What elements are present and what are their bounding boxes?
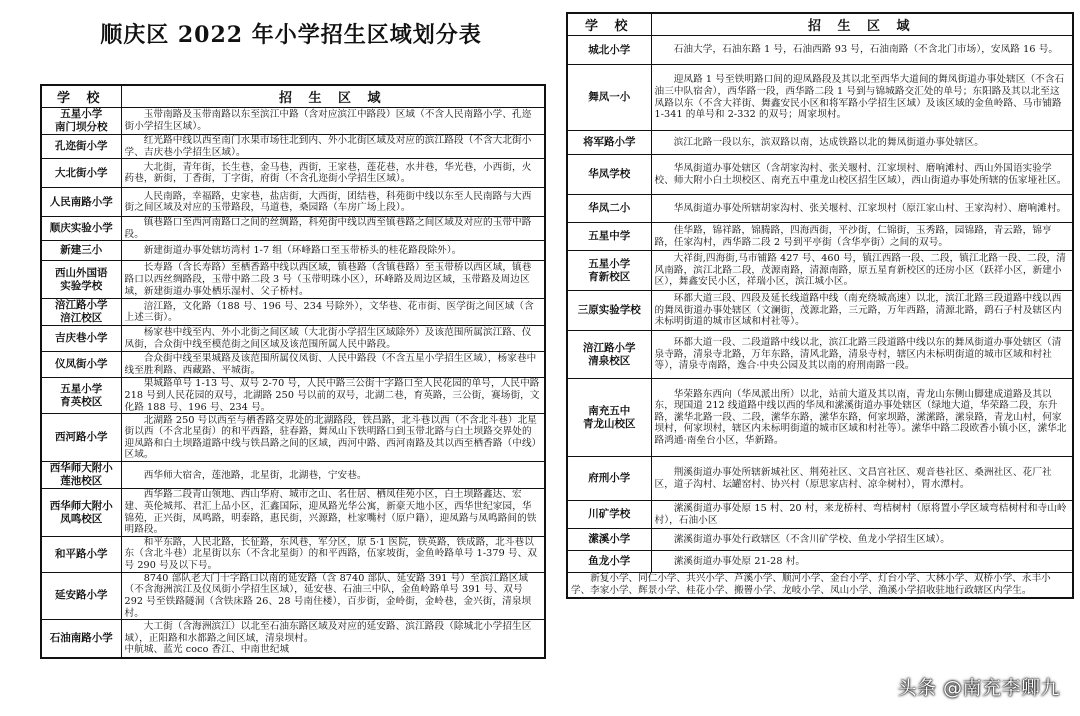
table-row [41,572,545,619]
table-row [567,195,1073,223]
school-name: 府刑小学 [567,457,651,501]
school-name: 五星小学 育英校区 [41,378,121,414]
school-name: 城北小学 [567,36,651,65]
enrollment-area: 新建街道办事处辖坊湾村 1-7 组（环峰路口至玉带桥头的桂花路段除外）。 [121,241,545,261]
right-table-body [567,36,1073,573]
enrollment-area: 大北街，青年街，长生巷，金马巷，西街，王家巷，莲花巷，水井巷，华光巷，小西街，火药巷，新街，丁香街，丁字街，府街（不含孔迩街小学招生区域）。 [121,159,545,188]
table-row [567,155,1073,195]
table-row [41,217,545,241]
header-area: 招 生 区 域 [651,13,1073,36]
table-row [567,65,1073,131]
school-name: 华凤学校 [567,155,651,195]
table-row [41,620,545,658]
table-row [567,551,1073,573]
footer-note: 新复小学、同仁小学、共兴小学、芦溪小学、顺河小学、金台小学、灯台小学、大林小学、双桥小学、永丰小学、李家小学、辉景小学、桂花小学、搬罾小学、龙岐小学、凤山小学、渔溪小学招收驻地行政辖区内学生。 [567,573,1073,598]
school-name: 将军路小学 [567,131,651,155]
enrollment-area: 佳华路，锦祥路，锦腾路，四海西街，平沙街，仁锦街，玉秀路，园锦路，青云路，锦亨路，任家沟村，西华路二段 2 号到平亭街（含华亭街）之间的双号。 [651,223,1073,251]
enrollment-area: 镇巷路口至西河南路口之间的丝绸路，科苑街中线以西至镇巷路之间区域及对应的玉带中路段。 [121,217,545,241]
school-name: 吉庆巷小学 [41,326,121,352]
school-name: 和平路小学 [41,536,121,572]
table-row [567,331,1073,379]
enrollment-area: 环都大道三段、四段及延长线道路中线（南充绕城高速）以北，滨江北路三段道路中线以西的舞凤街道办事处辖区（文澜街，茂源北路，三元路，万年西路，清源北路，鹞石子村及辖区内未标明街道的城市区域和村社等）。 [651,291,1073,331]
school-name: 五星小学 南门坝分校 [41,108,121,135]
enrollment-area: 涪江路，文化路（188 号、196 号、234 号除外），文华巷、花市街、医学街之间区域（含上述三街）。 [121,299,545,326]
table-header-row [567,13,1073,36]
school-name: 舞凤一小 [567,65,651,131]
school-name: 川矿学校 [567,501,651,529]
enrollment-area: 华凤街道办事处辖区（含胡家沟村、张关堰村、江家坝村、磨响滩村、西山外国语实验学校、师大附小白土坝校区、南充五中重龙山校区招生区域），西山街道办事处所辖的伍家垭社区。 [651,155,1073,195]
enrollment-area: 石油大学，石油东路 1 号，石油西路 93 号，石油南路（不含北门市场），安凤路 16 号。 [651,36,1073,65]
school-name: 仪凤街小学 [41,352,121,378]
enrollment-area: 大祥街,四海街,马市铺路 427 号、460 号，镇江西路一段、二段，镇江北路一段、二段，清风南路，滨江北路二段，茂源南路，清源南路，原五星育新校区的还房小区（跃祥小区，新建小区），舞鑫安民小区，祥瑞小区，滨江城小区。 [651,251,1073,291]
school-name: 涪江路小学 涪江校区 [41,299,121,326]
table-row [41,108,545,135]
school-name: 三原实验学校 [567,291,651,331]
header-school: 学 校 [567,13,651,36]
school-name: 石油南路小学 [41,620,121,658]
enrollment-area: 果城路单号 1-13 号、双号 2-70 号，人民中路三公街十字路口至人民花园的单号，人民中路 218 号到人民花园的双号，北湖路 250 号以前的双号，北湖二巷，育英路，三公街，赛场街，文化路 188 号、196 号、234 号。 [121,378,545,414]
table-row [41,241,545,261]
enrollment-area: 潆溪街道办事处行政辖区（不含川矿学校、鱼龙小学招生区域）。 [651,529,1073,551]
enrollment-area: 玉带南路及玉带南路以东至滨江中路（含对应滨江中路段）区域（不含人民南路小学、孔迩街小学招生区域）。 [121,108,545,135]
table-row [41,352,545,378]
left-table-body [41,108,545,658]
enrollment-area: 大工街（含海洲滨江）以北至石油东路区域及对应的延安路、滨江路段（除城北小学招生区域），正阳路和水都路之间区域，清泉坝村。 中航城、蓝光 coco 香江、中南世纪城 [121,620,545,658]
table-row [41,414,545,462]
school-name: 西山外国语 实验学校 [41,261,121,299]
table-row [567,131,1073,155]
school-name: 五星中学 [567,223,651,251]
enrollment-area: 红光路中线以西至南门水果市场往北到内、外小北街区域及对应的滨江路段（不含大北街小学、吉庆巷小学招生区域）。 [121,135,545,159]
enrollment-area: 潆溪街道办事处原 21-28 村。 [651,551,1073,573]
enrollment-area: 华荣路东西向（华凤派出所）以北，站前大道及其以南，青龙山东侧山脚建成道路及其以东，现国道 212 线道路中线以西的华凤和潆溪街道办事处辖区（绿地大道，华荣路二段，东升路，潆华北路一段、二段，潆华东路，潆华东路，何家坝路，潆潆路，潆泉路，青龙山村，何家坝村，何家坝村，辖区内未标明街道的城市区域和村社等）。潆华中路二段欧香小镇小区，潆华北路鸿通·南垒台小区，华新路。 [651,379,1073,457]
document-title: 顺庆区 2022 年小学招生区域划分表 [100,22,482,48]
header-area: 招 生 区 域 [121,85,545,108]
school-name: 南充五中 青龙山校区 [567,379,651,457]
table-row [41,159,545,188]
school-name: 顺庆实验小学 [41,217,121,241]
table-row [41,135,545,159]
left-zoning-table [40,84,546,659]
school-name: 西河路小学 [41,414,121,462]
school-name: 人民南路小学 [41,188,121,217]
enrollment-area: 环都大道一段、二段道路中线以北，滨江北路三段道路中线以东的舞凤街道办事处辖区（清泉寺路，清泉寺北路，万年东路，清风北路，清泉寺村，辖区内未标明街道的城市区域和村社等），清泉寺南路，逸合·中央公园及其以南的府刑南路一段。 [651,331,1073,379]
enrollment-area: 荆溪街道办事处所辖新城社区、荆苑社区、文昌宫社区、观音巷社区、桑洲社区、花厂社区，道子沟村、坛罐窑村、协兴村（原思家店村、凉伞树村），胃水潭村。 [651,457,1073,501]
enrollment-area: 长寿路（含长寿路）至栖香路中线以西区域，镇巷路（含镇巷路）至玉带桥以西区域，镇巷路口以西丝绸路段，玉带中路二段 3 号（玉带明珠小区），环峰路及周边区域，玉带路及周边区域，新建街道办事处栖乐湿村、父子桥村。 [121,261,545,299]
table-row [567,501,1073,529]
enrollment-area: 滨江北路一段以东，滨双路以南，达成铁路以北的舞凤街道办事处辖区。 [651,131,1073,155]
watermark: 头条 @南充李卿九 [897,677,1060,699]
school-name: 孔迩街小学 [41,135,121,159]
footer-row [567,573,1073,598]
school-name: 大北街小学 [41,159,121,188]
header-school: 学 校 [41,85,121,108]
table-row [41,489,545,536]
school-name: 延安路小学 [41,572,121,619]
table-row [567,251,1073,291]
table-row [567,223,1073,251]
enrollment-area: 潆溪街道办事处原 15 村、20 村，来龙桥村、弯桔树村（原将置小学区域弯桔树村和寺山岭村），石油小区 [651,501,1073,529]
school-name: 华凤二小 [567,195,651,223]
table-row [567,379,1073,457]
school-name: 西华师大附小 凤鸣校区 [41,489,121,536]
table-row [41,299,545,326]
school-name: 五星小学 育新校区 [567,251,651,291]
table-row [567,529,1073,551]
enrollment-area: 西华路二段青山领地、西山华府、城市之山、名仕居、栖凤佳苑小区，白土坝路鑫达、宏建、英伦城邦、君汇上品小区，汇鑫国际，迎凤路光华公寓，新豪天地小区，西华世纪家园，华锦苑，正兴街，凤鸣路，明泰路，惠民街，兴源路，杜家嘴村（原户籍），迎凤路与凤鸣路间的铁明路段。 [121,489,545,536]
enrollment-area: 和平东路，人民北路，长征路，东风巷，军分区，原 5·1 医院，铁英路，铁成路，北斗巷以东（含北斗巷）北星街以东（不含北星街）的和平西路，伍家坡街，金鱼岭路单号 1-379 号、双号 290 号及以下号。 [121,536,545,572]
right-zoning-table [566,12,1074,599]
school-name: 新建三小 [41,241,121,261]
table-row [41,261,545,299]
enrollment-area: 迎凤路 1 号至铁明路口间的迎凤路段及其以北至西华大道间的舞凤街道办事处辖区（不含石油三中队宿舍），西华路一段，西华路二段 1 号到与锦城路交汇处的单号；东阳路及其以北至这凤路以东（不含大祥街、舞鑫安民小区和将军路小学招生区域）及该区域的金鱼岭路、马市铺路 1-341 的单号和 2-332 的双号；周家坝村。 [651,65,1073,131]
enrollment-area: 人民南路，幸福路，史家巷，盐店街，大西街，团结巷，科苑街中线以东至人民南路与大西街之间区域及对应的玉带路段，马道巷，桑园路（车房广场上段）。 [121,188,545,217]
table-row [41,188,545,217]
enrollment-area: 8740 部队老大门十字路口以南的延安路（含 8740 部队、延安路 391 号）至滨江路区域（不含海洲滨江及仪凤街小学招生区域），延安巷、石油三中队，金鱼岭路单号 391 号、双号 292 号至铁路隧洞（含铁床路 26、28 号南住楼），百步街，金岭街，金岭巷，金兴街，清泉坝村。 [121,572,545,619]
school-name: 潆溪小学 [567,529,651,551]
enrollment-area: 杨家巷中线至内、外小北街之间区域（大北街小学招生区域除外）及该范围所属滨江路、仪凤街，合众街中线至模范街之间区域及该范围所属人民中路段。 [121,326,545,352]
enrollment-area: 北湖路 250 号以西至与栖香路交界处的北湖路段，铁昌路，北斗巷以西（不含北斗巷）北星街以西（不含北星街）的和平西路，驻春路，舞凤山下铁明路口到玉带北路与白土坝路交界处的迎凤路和白土坝路道路中线与铁昌路之间的区域，西河中路、西河南路及其以西至栖香路（中线）区域。 [121,414,545,462]
school-name: 涪江路小学 清泉校区 [567,331,651,379]
enrollment-area: 西华师大宿舍，莲池路，北星街，北湖巷，宁安巷。 [121,462,545,489]
school-name: 鱼龙小学 [567,551,651,573]
enrollment-area: 合众街中线至果城路及该范围所属仪凤街、人民中路段（不含五星小学招生区域），杨家巷中线至胜利路、西藏路、平城街。 [121,352,545,378]
table-row [41,326,545,352]
enrollment-area: 华凤街道办事处所辖胡家沟村、张关堰村、江家坝村（原江家山村、王家沟村）、磨响滩村。 [651,195,1073,223]
table-row [567,457,1073,501]
table-row [567,36,1073,65]
table-row [567,291,1073,331]
table-row [41,536,545,572]
school-name: 西华师大附小 莲池校区 [41,462,121,489]
table-row [41,462,545,489]
table-row [41,378,545,414]
table-header-row [41,85,545,108]
